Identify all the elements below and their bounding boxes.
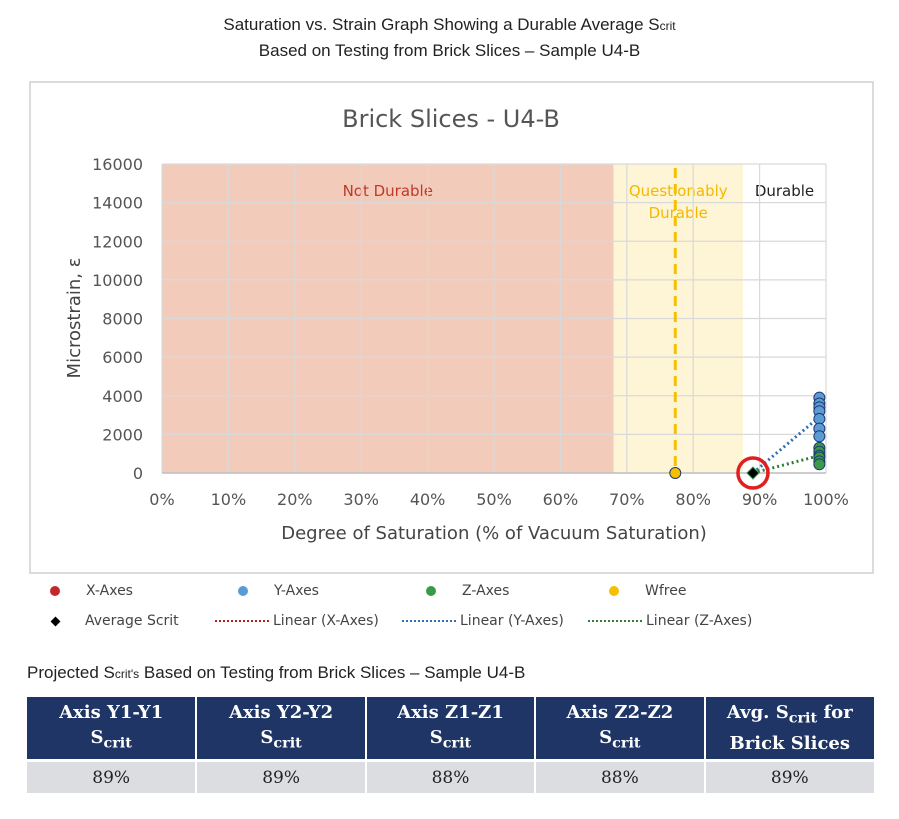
legend-item-0 [50,583,133,599]
y-tick-label-8: 16000 [92,155,143,174]
value-axis-z1: 88% [366,761,535,794]
legend-marker-6 [402,620,456,622]
table-row [27,761,874,794]
y-tick-label-1: 2000 [102,425,143,445]
table-caption: Projected Scrit's Based on Testing from Brick Slices – Sample U4-B [27,663,526,682]
y-tick-label-2: 4000 [102,386,143,406]
x-axis-label: Degree of Saturation (% of Vacuum Saturation) [281,523,707,544]
y-tick-label-0: 0 [132,464,143,483]
header-axis-y2: Axis Y2-Y2 $S_{crit}$ [196,697,365,761]
table-header-row [27,697,874,761]
legend-marker-5 [215,620,269,622]
legend-item-7 [588,613,752,629]
y-tick-label-5: 10000 [92,270,143,290]
region-label-1-1: Durable [648,204,708,222]
y-tick-label-6: 12000 [92,232,143,252]
legend-label-5: Linear (X-Axes) [273,613,379,629]
region-label-2-0: Durable [754,182,815,200]
legend-marker-1 [238,586,248,596]
header-axis-z1: Axis Z1-Z1 $S_{crit}$ [366,697,535,761]
header-avg-scrit: Avg. $S_{crit}$ for Brick Slices [705,697,874,761]
legend-item-5 [215,613,379,629]
legend-label-6: Linear (Y-Axes) [460,613,564,629]
legend-label-2: Z-Axes [462,583,510,599]
point-series-3-0 [670,468,681,479]
value-axis-y1: 89% [27,761,196,794]
legend-marker-0 [50,586,60,596]
x-tick-label-2: 20% [277,490,313,509]
legend-item-1 [238,583,319,599]
x-tick-label-6: 60% [542,490,579,509]
x-tick-label-9: 90% [741,490,778,509]
value-axis-y2: 89% [196,761,365,794]
legend-label-1: Y-Axes [274,583,319,599]
legend-marker-4 [51,616,61,626]
header-axis-z2: Axis Z2-Z2 $S_{crit}$ [535,697,704,761]
y-tick-label-3: 6000 [102,348,143,368]
header-axis-y1: Axis Y1-Y1 $S_{crit}$ [27,697,196,761]
x-tick-label-0: 0% [149,490,175,509]
x-tick-label-8: 80% [675,490,711,509]
point-series-1-6 [814,431,825,442]
x-tick-label-1: 10% [210,490,247,509]
legend-label-7: Linear (Z-Axes) [646,613,753,629]
region-label-0-0: Not Durable [342,182,433,200]
x-tick-label-10: 100% [803,490,849,509]
legend-marker-7 [588,620,642,622]
legend-item-3 [609,583,686,599]
legend-item-4 [50,613,179,629]
y-tick-label-4: 8000 [102,309,143,329]
x-tick-label-4: 40% [409,490,446,509]
legend-label-3: Wfree [645,583,687,599]
legend-marker-3 [609,586,619,596]
value-avg-scrit: 89% [705,761,874,794]
legend-item-6 [402,613,564,629]
legend-label-0: X-Axes [86,583,133,599]
point-series-2-5 [814,459,825,470]
legend-label-4: Average Scrit [85,613,179,629]
y-tick-label-7: 14000 [92,193,143,213]
legend-item-2 [426,583,509,599]
x-tick-label-5: 50% [476,490,512,509]
x-tick-label-7: 70% [609,490,645,509]
x-tick-label-3: 30% [343,490,379,509]
legend [40,578,880,640]
scrit-table [27,697,874,793]
region-label-1-0: Questionably [628,182,728,200]
figure-caption-line1: Saturation vs. Strain Graph Showing a Durable Average Scrit [223,15,676,34]
chart-title: Brick Slices - U4-B [342,105,560,133]
y-axis-label: Microstrain, ε [64,257,85,379]
value-axis-z2: 88% [535,761,704,794]
legend-marker-2 [426,586,436,596]
figure-caption-line2: Based on Testing from Brick Slices – Sample U4-B [258,41,641,60]
